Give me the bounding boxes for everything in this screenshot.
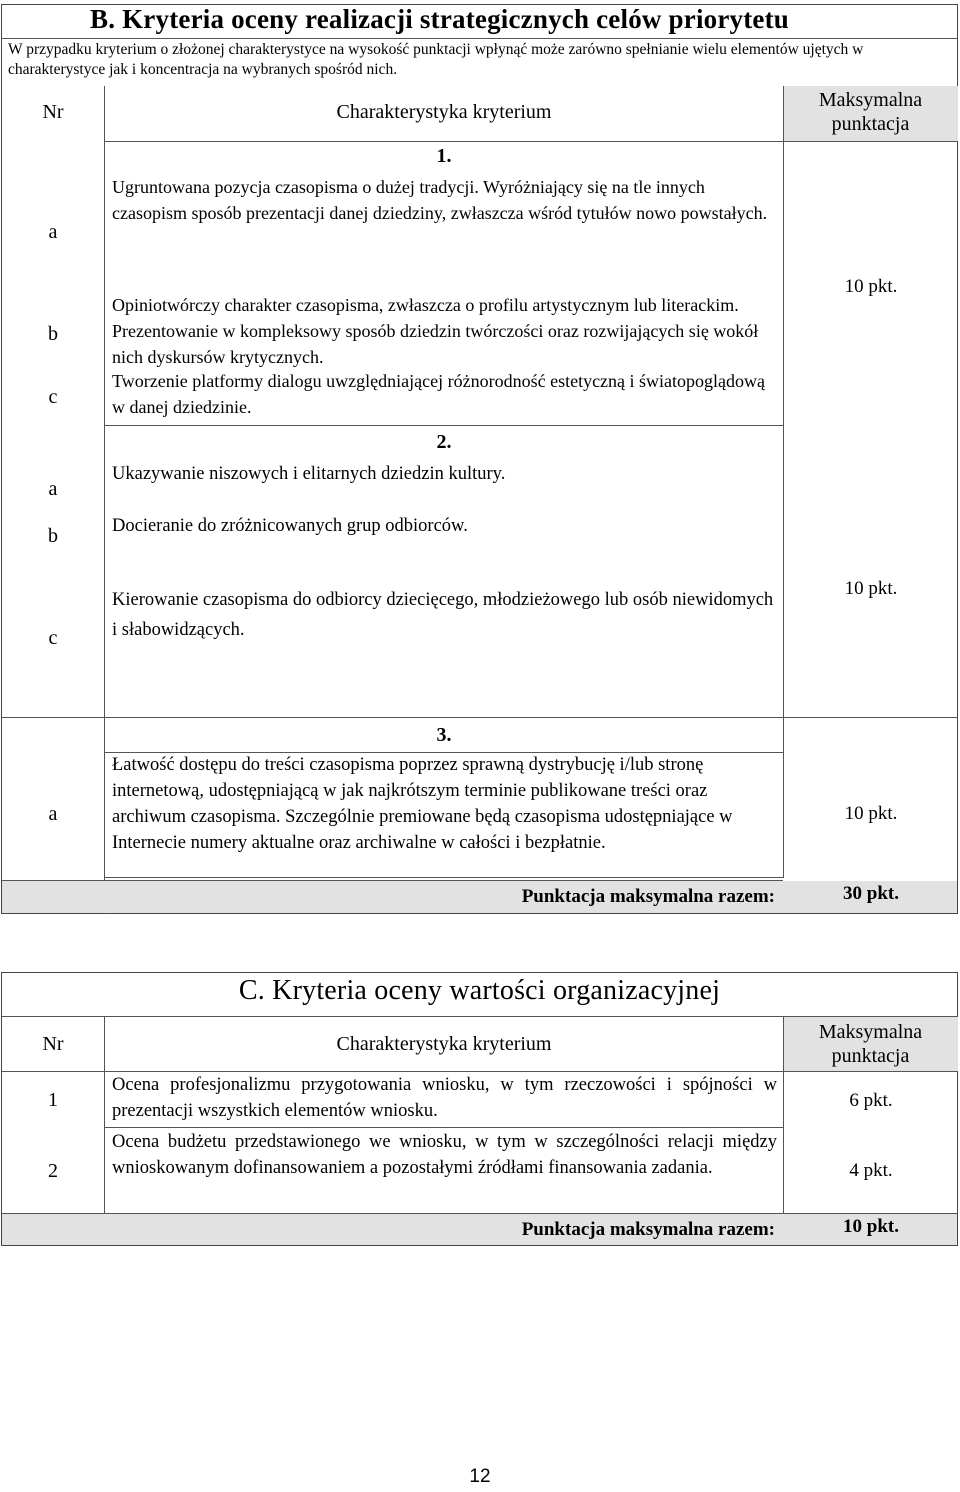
header-max-line1: Maksymalna bbox=[818, 89, 923, 111]
row-letter: b bbox=[48, 525, 58, 547]
row-letter: c bbox=[48, 386, 58, 408]
total-value: 10 pkt. bbox=[843, 1216, 899, 1237]
col-divider-right bbox=[783, 1016, 784, 1214]
header-nr: Nr bbox=[42, 1033, 64, 1055]
row-letter: c bbox=[48, 627, 58, 649]
group-number-3: 3. bbox=[436, 724, 452, 746]
section-b-title: B. Kryteria oceny realizacji strategicznych celów priorytetu bbox=[90, 4, 790, 34]
criterion-text: Ukazywanie niszowych i elitarnych dziedzin kultury. bbox=[112, 464, 506, 484]
row-divider bbox=[1, 717, 958, 718]
section-b-intro: W przypadku kryterium o złożonej charakterystyce na wysokość punktacji wpłynąć może zarówno spełnianie wielu elementów ujętych w charakterystyce jak i koncentracja na wybranych spośród nich. bbox=[8, 41, 864, 78]
col-divider-right bbox=[783, 86, 784, 878]
row-number: 1 bbox=[48, 1089, 58, 1111]
header-max bbox=[783, 88, 958, 136]
header-nr: Nr bbox=[42, 101, 64, 123]
total-label: Punktacja maksymalna razem: bbox=[521, 886, 775, 907]
points-value: 10 pkt. bbox=[844, 803, 898, 824]
col-divider-left bbox=[104, 1016, 105, 1214]
points-value: 6 pkt. bbox=[849, 1090, 893, 1111]
criterion-text: Kierowanie czasopisma do odbiorcy dziecięcego, młodzieżowego lub osób niewidomych i słabowidzących. bbox=[112, 590, 774, 640]
header-criterion: Charakterystyka kryterium bbox=[336, 101, 552, 123]
header-max-line2: punktacja bbox=[831, 1045, 910, 1067]
criterion-text: Łatwość dostępu do treści czasopisma poprzez sprawną dystrybucję i/lub stronę internetową, udostępniającą w jak najkrótszym terminie publikowane treści oraz archiwum czasopisma. Szczególnie premiowane będą czasopisma udostępniające w Internecie numery aktualne oraz archiwalne w całości i bezpłatnie. bbox=[112, 755, 733, 853]
criterion-text: Tworzenie platformy dialogu uwzględniającej różnorodność estetyczną i światopoglądową w danej dziedzinie. bbox=[112, 371, 766, 417]
row-number: 2 bbox=[48, 1160, 58, 1182]
points-value: 10 pkt. bbox=[844, 578, 898, 599]
header-criterion: Charakterystyka kryterium bbox=[336, 1033, 552, 1055]
criterion-text: Ocena budżetu przedstawionego we wniosku, w tym w szczególności relacji między wnioskowanym dofinansowaniem a pozostałymi źródłami finansowania zadania. bbox=[112, 1132, 777, 1178]
total-value: 30 pkt. bbox=[843, 883, 899, 904]
row-divider bbox=[104, 877, 784, 878]
total-label: Punktacja maksymalna razem: bbox=[521, 1219, 775, 1240]
header-max-line2: punktacja bbox=[831, 113, 910, 135]
criterion-text: Ocena profesjonalizmu przygotowania wniosku, w tym rzeczowości i spójności w prezentacji wszystkich elementów wniosku. bbox=[112, 1075, 777, 1121]
group-number-1: 1. bbox=[436, 145, 452, 167]
criterion-text: Opiniotwórczy charakter czasopisma, zwłaszcza o profilu artystycznym lub literackim. Prezentowanie w kompleksowy sposób dziedzin twórczości oraz rozwijających się wokół nich dyskursów krytycznych. bbox=[112, 295, 759, 367]
row-letter: a bbox=[48, 221, 58, 243]
points-value: 10 pkt. bbox=[844, 276, 898, 297]
row-divider bbox=[104, 1127, 784, 1128]
row-divider bbox=[104, 425, 784, 426]
row-letter: b bbox=[48, 323, 58, 345]
row-letter: a bbox=[48, 478, 58, 500]
title-divider bbox=[1, 38, 958, 39]
header-max-line1: Maksymalna bbox=[818, 1021, 923, 1043]
row-divider bbox=[104, 141, 958, 142]
group-number-2: 2. bbox=[436, 431, 452, 453]
header-max bbox=[783, 1020, 958, 1068]
criterion-text: Docieranie do zróżnicowanych grup odbiorców. bbox=[112, 516, 468, 536]
section-c-title: C. Kryteria oceny wartości organizacyjnej bbox=[238, 975, 721, 1006]
criterion-text: Ugruntowana pozycja czasopisma o dużej tradycji. Wyróżniający się na tle innych czasopism sposób prezentacji danej dziedziny, zwłaszcza wśród tytułów nowo powstałych. bbox=[112, 177, 768, 223]
points-value: 4 pkt. bbox=[849, 1160, 893, 1181]
row-letter: a bbox=[48, 803, 58, 825]
page-number: 12 bbox=[469, 1466, 491, 1487]
